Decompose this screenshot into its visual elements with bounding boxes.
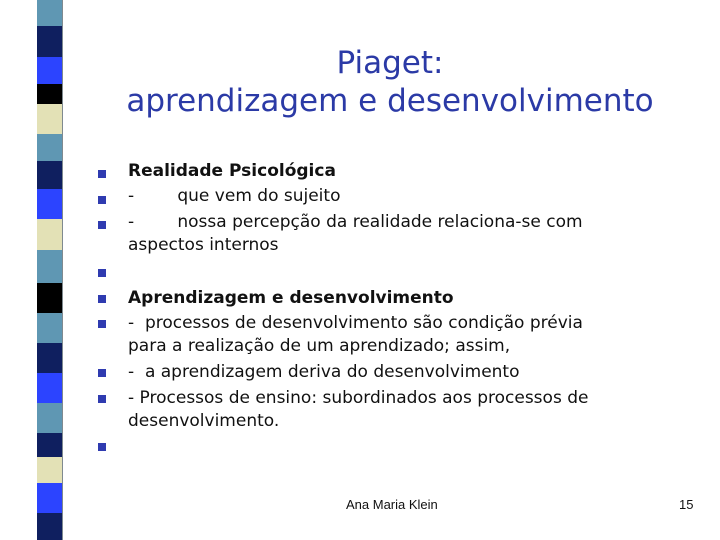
slide-title-line-2: aprendizagem e desenvolvimento [126,83,654,119]
bullet-marker [98,269,106,277]
text-line: - processos de desenvolvimento são condição prévia [128,313,583,333]
footer-author: Ana Maria Klein [346,497,438,512]
heading-realidade-psicologica: Realidade Psicológica [128,161,336,181]
bullet-marker [98,369,106,377]
bullet-marker [98,221,106,229]
bullet-marker [98,320,106,328]
text-line: - a aprendizagem deriva do desenvolvimento [128,362,520,382]
footer-page-number: 15 [679,497,694,512]
text-line: - que vem do sujeito [128,186,341,206]
heading-aprendizagem-desenvolvimento: Aprendizagem e desenvolvimento [128,288,454,308]
bullet-marker [98,295,106,303]
bullet-marker [98,395,106,403]
bullet-marker [98,170,106,178]
bullet-marker [98,443,106,451]
text-line: - nossa percepção da realidade relaciona-se com [128,212,583,232]
text-line: desenvolvimento. [128,411,280,431]
bullet-marker [98,196,106,204]
slide-title [70,44,710,120]
text-line: aspectos internos [128,235,279,255]
text-line: para a realização de um aprendizado; assim, [128,336,511,356]
decorative-stripe [0,0,68,540]
slide-title-line-1: Piaget: [336,45,444,81]
text-line: - Processos de ensino: subordinados aos processos de [128,388,589,408]
